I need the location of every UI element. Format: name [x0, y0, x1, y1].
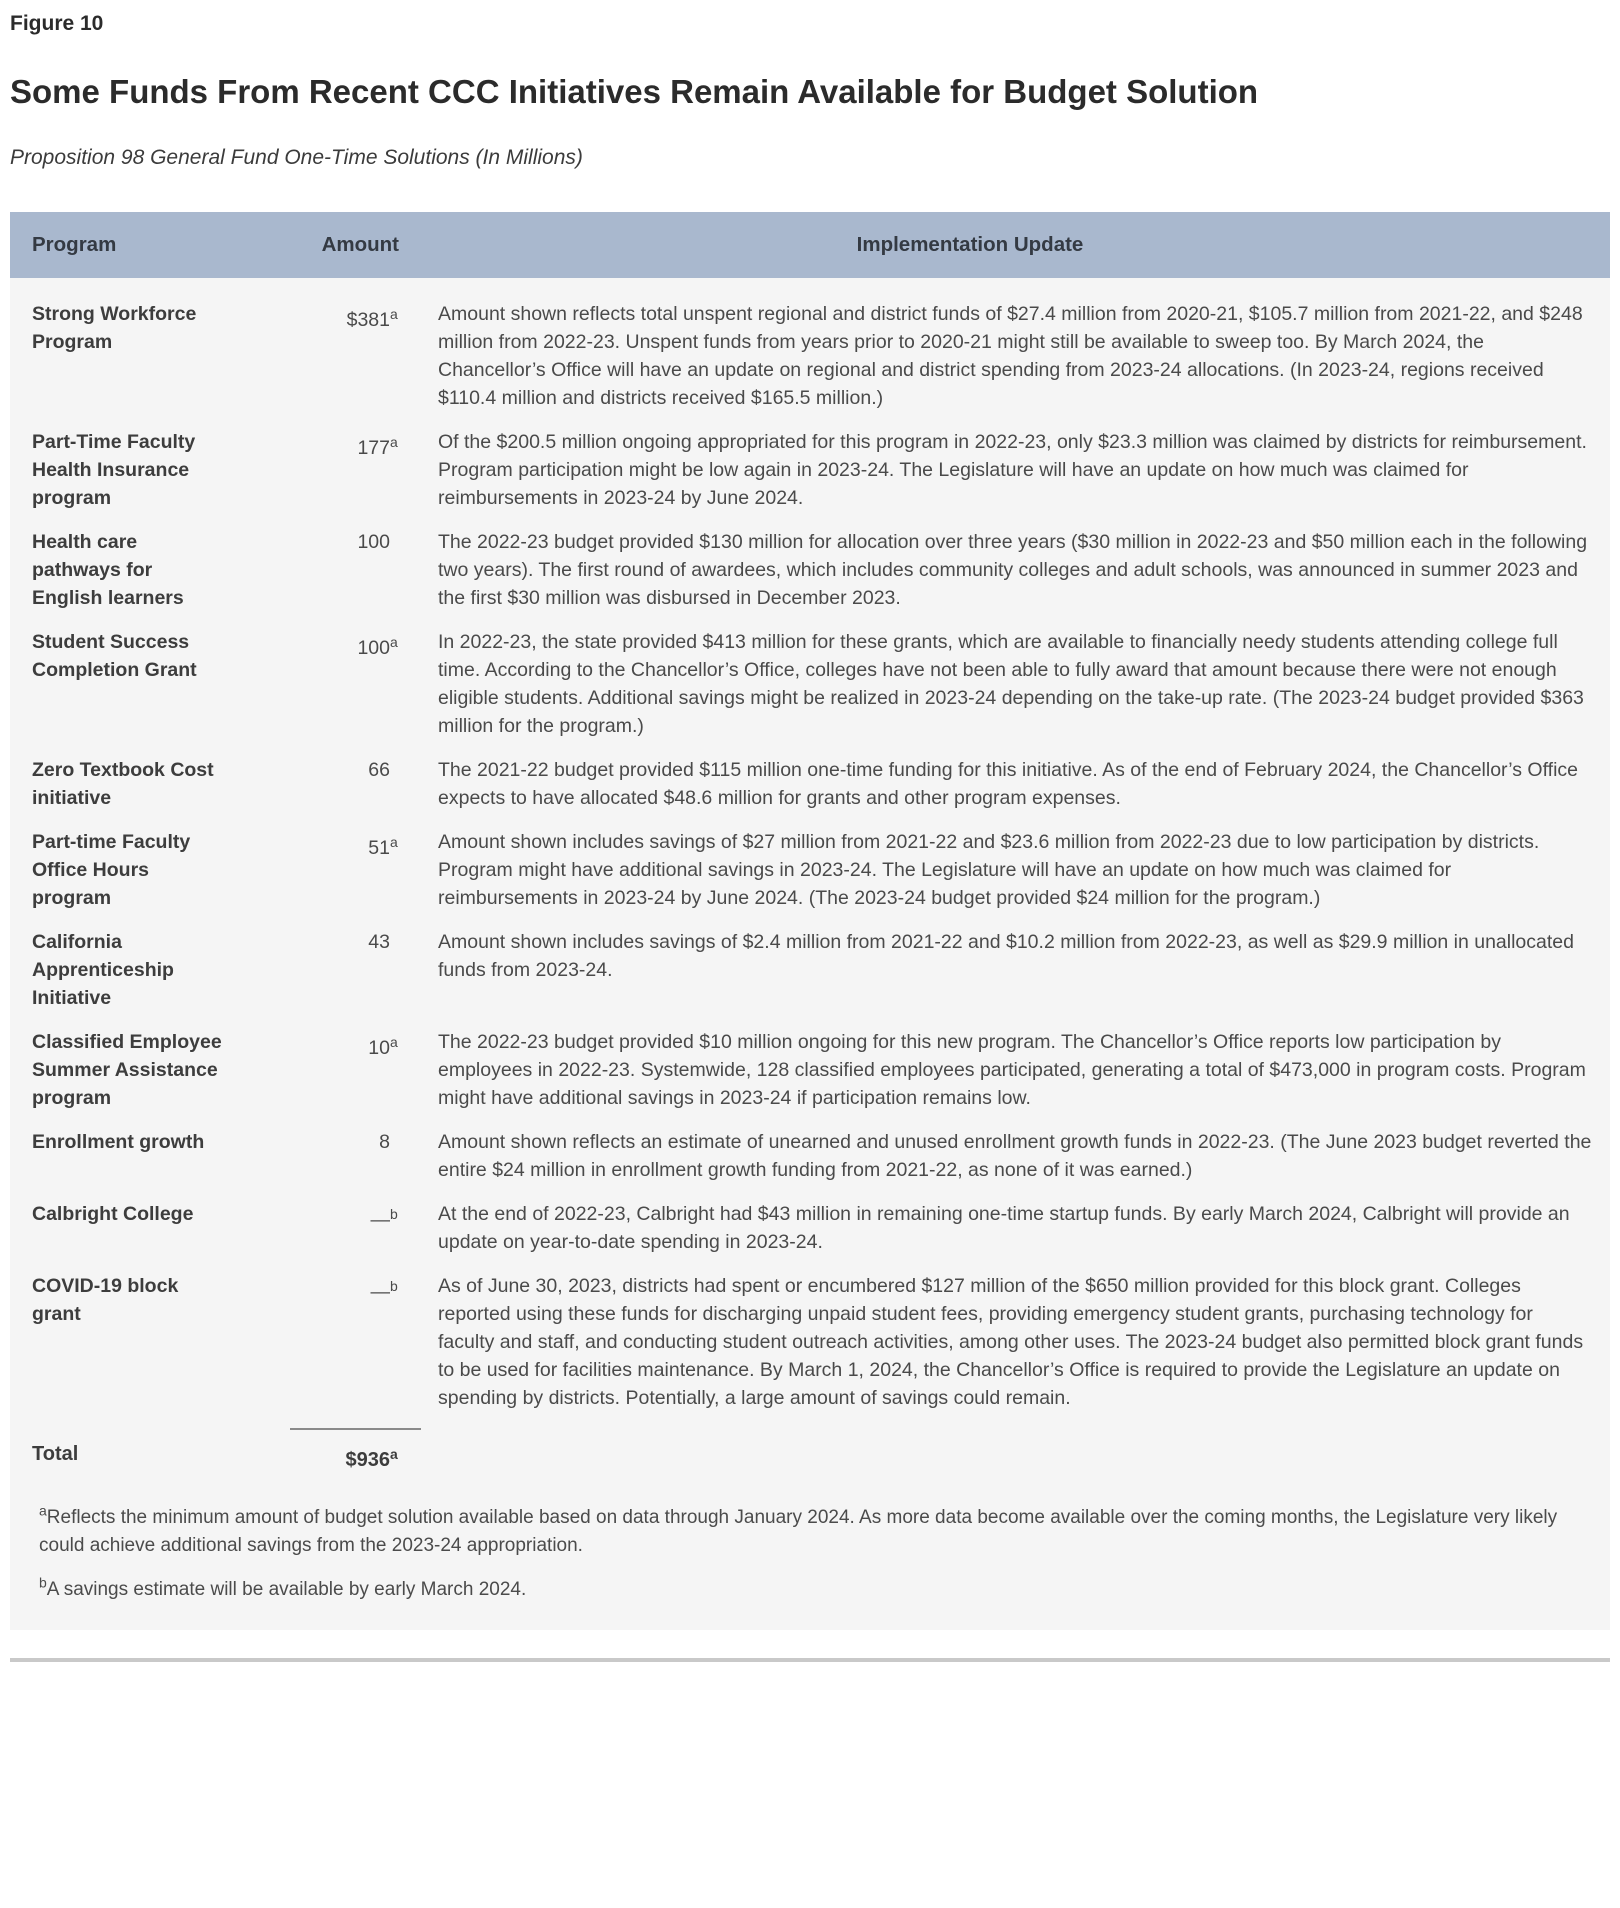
amount-number: $381: [346, 308, 390, 331]
amount-value: —b: [370, 1205, 398, 1231]
page: [0, 12, 1620, 1908]
program-name: COVID-19 block grant: [32, 1274, 179, 1325]
table-row: [10, 428, 1610, 512]
footnote-b-text: A savings estimate will be available by early March 2024.: [46, 1578, 527, 1600]
amount-number: 8: [379, 1130, 390, 1153]
program-name: Calbright College: [32, 1202, 194, 1225]
program-name: Student Success Completion Grant: [32, 630, 197, 681]
program-name: Part-time Faculty Office Hours program: [32, 830, 191, 909]
footnote-a-text: Reflects the minimum amount of budget solution available based on data through January 2024. As more data become available over the coming months, the Legislature very likely could achieve additional savings from the 2023-24 appropriation.: [39, 1506, 1558, 1556]
amount-value: $381a: [346, 305, 398, 331]
amount-number: 66: [368, 758, 390, 781]
amount-value: 51a: [368, 833, 398, 859]
amount-value: [222, 1128, 390, 1156]
total-rule: [290, 1428, 421, 1430]
table-row: [10, 828, 1610, 912]
implementation-update: The 2022-23 budget provided $10 million ongoing for this new program. The Chancellor’s Office reports low participation by employees in 2022-23. Systemwide, 128 classified employees participated, generating a total of $473,000 in program costs. Program might have additional savings in 2023-24 if participation remains low.: [438, 1030, 1586, 1109]
column-header-update: Implementation Update: [856, 232, 1084, 256]
program-name: Classified Employee Summer Assistance program: [32, 1030, 222, 1109]
footnote-a: [39, 1504, 1580, 1560]
implementation-update: Amount shown includes savings of $27 million from 2021-22 and $23.6 million from 2022-23 due to low participation by districts. Program might have additional savings in 2023-24. The Legislature will have an update on how much was claimed for reimbursements in 2023-24 by June 2024. (The 2023-24 budget provided $24 million for the program.): [438, 830, 1540, 909]
total-amount-value: $936: [345, 1448, 390, 1471]
amount-number: 100: [357, 636, 390, 659]
figure-subtitle: Proposition 98 General Fund One-Time Solutions (In Millions): [10, 145, 583, 169]
table-row: [10, 1128, 1610, 1184]
program-name: Strong Workforce Program: [32, 302, 197, 353]
footnote-b-marker: b: [39, 1574, 47, 1591]
column-header-amount: Amount: [321, 232, 399, 256]
amount-value: 177a: [357, 433, 398, 459]
implementation-update: Of the $200.5 million ongoing appropriated for this program in 2022-23, only $23.3 million was claimed by districts for reimbursement. Program participation might be low again in 2023-24. The Legislature will have an update on how much was claimed for reimbursements in 2023-24 by June 2024.: [438, 430, 1587, 509]
program-name: Part-Time Faculty Health Insurance program: [32, 430, 196, 509]
amount-value: [222, 756, 390, 784]
amount-value: [222, 928, 390, 956]
amount-number: 100: [357, 530, 390, 553]
program-name: Zero Textbook Cost initiative: [32, 758, 214, 809]
implementation-update: The 2022-23 budget provided $130 million for allocation over three years ($30 million in 2022-23 and $50 million each in the following two years). The first round of awardees, which includes community colleges and adult schools, was announced in summer 2023 and the first $30 million was disbursed in December 2023.: [438, 530, 1588, 609]
column-header-program: Program: [32, 232, 117, 256]
amount-number: —: [370, 1208, 390, 1231]
implementation-update: The 2021-22 budget provided $115 million one-time funding for this initiative. As of the end of February 2024, the Chancellor’s Office expects to have allocated $48.6 million for grants and other program expenses.: [438, 758, 1578, 809]
amount-number: 177: [357, 436, 390, 459]
table-row: [10, 928, 1610, 1012]
table-row: [10, 628, 1610, 740]
amount-value: [222, 528, 390, 556]
total-label: Total: [32, 1442, 79, 1465]
implementation-update: Amount shown reflects total unspent regional and district funds of $27.4 million from 2020-21, $105.7 million from 2021-22, and $248 million from 2022-23. Unspent funds from years prior to 2020-21 might still be available to sweep too. By March 2024, the Chancellor’s Office will have an update on regional and district spending from 2023-24 allocations. (In 2023-24, regions received $110.4 million and districts received $165.5 million.): [438, 302, 1583, 409]
footnote-b: [39, 1576, 1580, 1604]
table-row: [10, 1272, 1610, 1412]
amount-number: —: [370, 1280, 390, 1303]
figure-title: Some Funds From Recent CCC Initiatives Remain Available for Budget Solution: [10, 73, 1259, 110]
total-amount: $936a: [345, 1445, 398, 1471]
bottom-divider: [10, 1658, 1610, 1662]
amount-number: 10: [368, 1036, 390, 1059]
total-row: [10, 1440, 1610, 1474]
implementation-update: In 2022-23, the state provided $413 million for these grants, which are available to financially needy students attending college full time. According to the Chancellor’s Office, colleges have not been able to fully award that amount because there were not enough eligible students. Additional savings might be realized in 2023-24 depending on the take-up rate. (The 2023-24 budget provided $363 million for the program.): [438, 630, 1584, 737]
program-name: California Apprenticeship Initiative: [32, 930, 174, 1009]
total-rule-row: [10, 1428, 1610, 1430]
amount-number: 51: [368, 836, 390, 859]
table-rows: [10, 278, 1610, 1412]
data-table: [10, 212, 1610, 1630]
program-name: Health care pathways for English learners: [32, 530, 184, 609]
table-row: [10, 1200, 1610, 1256]
implementation-update: Amount shown includes savings of $2.4 million from 2021-22 and $10.2 million from 2022-23, as well as $29.9 million in unallocated funds from 2023-24.: [438, 930, 1574, 981]
table-row: [10, 528, 1610, 612]
footnote-a-marker: a: [39, 1502, 47, 1519]
implementation-update: As of June 30, 2023, districts had spent or encumbered $127 million of the $650 million provided for this block grant. Colleges reported using these funds for discharging unpaid student fees, providing emergency student grants, purchasing technology for faculty and staff, and conducting student outreach activities, among other uses. The 2023-24 budget also permitted block grant funds to be used for facilities maintenance. By March 1, 2024, the Chancellor’s Office is required to provide the Legislature an update on spending by districts. Potentially, a large amount of savings could remain.: [438, 1274, 1584, 1409]
table-header-row: [10, 212, 1610, 278]
program-name: Enrollment growth: [32, 1130, 205, 1153]
amount-value: 100a: [357, 633, 398, 659]
figure-label: Figure 10: [10, 12, 104, 35]
amount-value: 10a: [368, 1033, 398, 1059]
implementation-update: Amount shown reflects an estimate of unearned and unused enrollment growth funds in 2022-23. (The June 2023 budget reverted the entire $24 million in enrollment growth funding from 2021-22, as none of it was earned.): [438, 1130, 1592, 1181]
table-row: [10, 756, 1610, 812]
table-row: [10, 1028, 1610, 1112]
implementation-update: At the end of 2022-23, Calbright had $43 million in remaining one-time startup funds. By early March 2024, Calbright will provide an update on year-to-date spending in 2023-24.: [438, 1202, 1570, 1253]
footnotes: [10, 1504, 1610, 1630]
table-row: [10, 300, 1610, 412]
amount-number: 43: [368, 930, 390, 953]
amount-value: —b: [370, 1277, 398, 1303]
